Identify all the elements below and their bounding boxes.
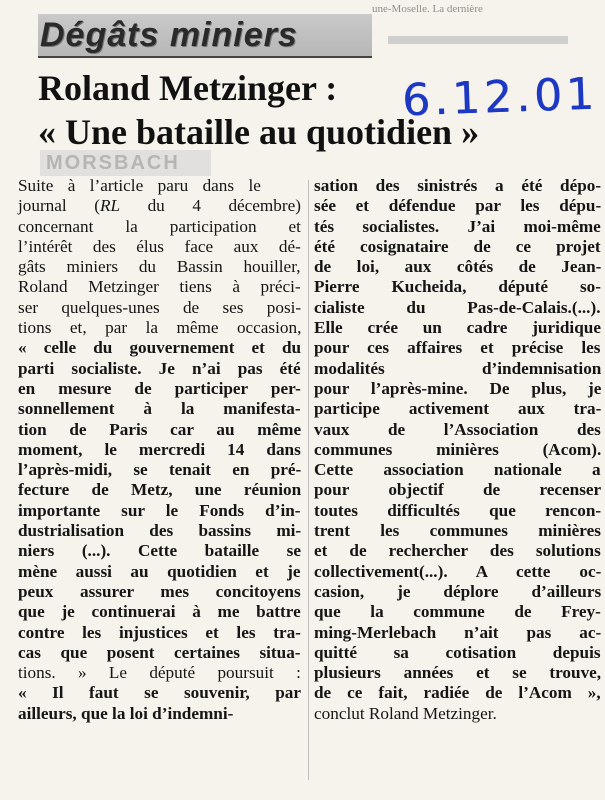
headline-line-1: Roland Metzinger : (38, 68, 338, 108)
article-line: de loi, aux côtés de Jean- (314, 257, 602, 277)
article-line: ming-Merlebach n’ait pas ac- (314, 622, 602, 642)
article-line: gâts miniers du Bassin houiller, (18, 257, 301, 277)
article-line: participe activement aux tra- (314, 399, 602, 419)
article-line: Cette association nationale a (314, 460, 601, 480)
article-line: cas que posent certaines situa- (18, 642, 301, 662)
article-line: que la commune de Frey- (314, 602, 601, 622)
handwritten-date: 6.12.01 (401, 68, 599, 127)
article-line: contre les injustices et les tra- (18, 622, 301, 642)
article-line: que je continuerai à me battre (18, 602, 301, 622)
section-rubric (38, 14, 372, 58)
article-line: sée et défendue par les dépu- (314, 196, 602, 216)
article-line: ser quelques-unes de ses posi- (18, 297, 302, 317)
article-line: et de rechercher des solutions (314, 541, 601, 561)
adjacent-article-strip (388, 36, 568, 44)
adjacent-article-heading: MORSBACH (40, 150, 211, 176)
article-line: Suite à l’article paru dans le (18, 176, 261, 195)
article-line: peux assurer mes concitoyens (18, 581, 301, 601)
article-line: moment, le mercredi 14 dans (18, 439, 301, 459)
article-line: sation des sinistrés a été dépo- (314, 176, 602, 195)
article-line: concernant la participation et (18, 216, 301, 236)
article-line: été cosignataire de ce projet (314, 236, 601, 256)
article-line: Pierre Kucheida, député so- (314, 277, 602, 297)
article-line: « Il faut se souvenir, par (18, 683, 301, 703)
article-line: conclut Roland Metzinger. (314, 703, 497, 723)
adjacent-article-text: une-Moselle. La dernière (372, 3, 483, 15)
article-line: vaux de l’Association des (314, 419, 601, 439)
article-line: trent les communes minières (314, 521, 601, 541)
article-line: Roland Metzinger tiens à préci- (18, 277, 301, 297)
article-line: pour l’après-mine. De plus, je (314, 378, 602, 398)
article-line: Elle crée un cadre juridique (314, 318, 601, 338)
article-line: ailleurs, que la loi d’indemni- (18, 703, 234, 723)
article-line: toutes difficultés que rencon- (314, 500, 602, 520)
headline-line-2: « Une bataille au quotidien » (38, 112, 480, 152)
article-line: communes minières (Acom). (314, 439, 602, 459)
article-line: niers (...). Cette bataille se (18, 541, 301, 561)
adjacent-article-bleed (372, 2, 605, 64)
article-line: sonnellement à la manifesta- (18, 399, 301, 419)
article-line: modalités d’indemnisation (314, 358, 602, 378)
article-line: pour objectif de recenser (314, 480, 602, 500)
article-line: mène aussi au quotidien et je (18, 561, 301, 581)
article-line: de ce fait, radiée de l’Acom », (314, 683, 601, 703)
article-line: parti socialiste. Je n’ai pas été (18, 358, 301, 378)
article-line: l’après-midi, se tenait en pré- (18, 460, 302, 480)
article-line: tés socialistes. J’ai moi-même (314, 216, 601, 236)
article-column-left (18, 176, 301, 724)
article-line: casion, je déplore d’ailleurs (314, 581, 602, 601)
article-line: cialiste du Pas-de-Calais.(...). (314, 297, 601, 317)
article-line: dustrialisation des bassins mi- (18, 521, 302, 541)
article-line: journal (RL du 4 décembre) (18, 196, 301, 216)
article-line: importante sur le Fonds d’in- (18, 500, 301, 520)
column-divider (308, 180, 309, 780)
article-column-right (314, 176, 601, 724)
article-line: tions et, par la même occasion, (18, 318, 302, 338)
article-line: l’intérêt des élus face aux dé- (18, 236, 301, 256)
article-line: en mesure de participer per- (18, 378, 301, 398)
article-line: plusieurs années et se trouve, (314, 663, 602, 683)
article-line: « celle du gouvernement et du (18, 338, 302, 358)
article-line: quitté sa cotisation depuis (314, 642, 601, 662)
article-line: tions. » Le député poursuit : (18, 663, 301, 683)
article-line: collectivement(...). A cette oc- (314, 561, 602, 581)
section-rubric-title: Dégâts miniers (40, 16, 298, 54)
article-line: tion de Paris car au même (18, 419, 302, 439)
article-line: fecture de Metz, une réunion (18, 480, 302, 500)
article-line: pour ces affaires et précise les (314, 338, 601, 358)
